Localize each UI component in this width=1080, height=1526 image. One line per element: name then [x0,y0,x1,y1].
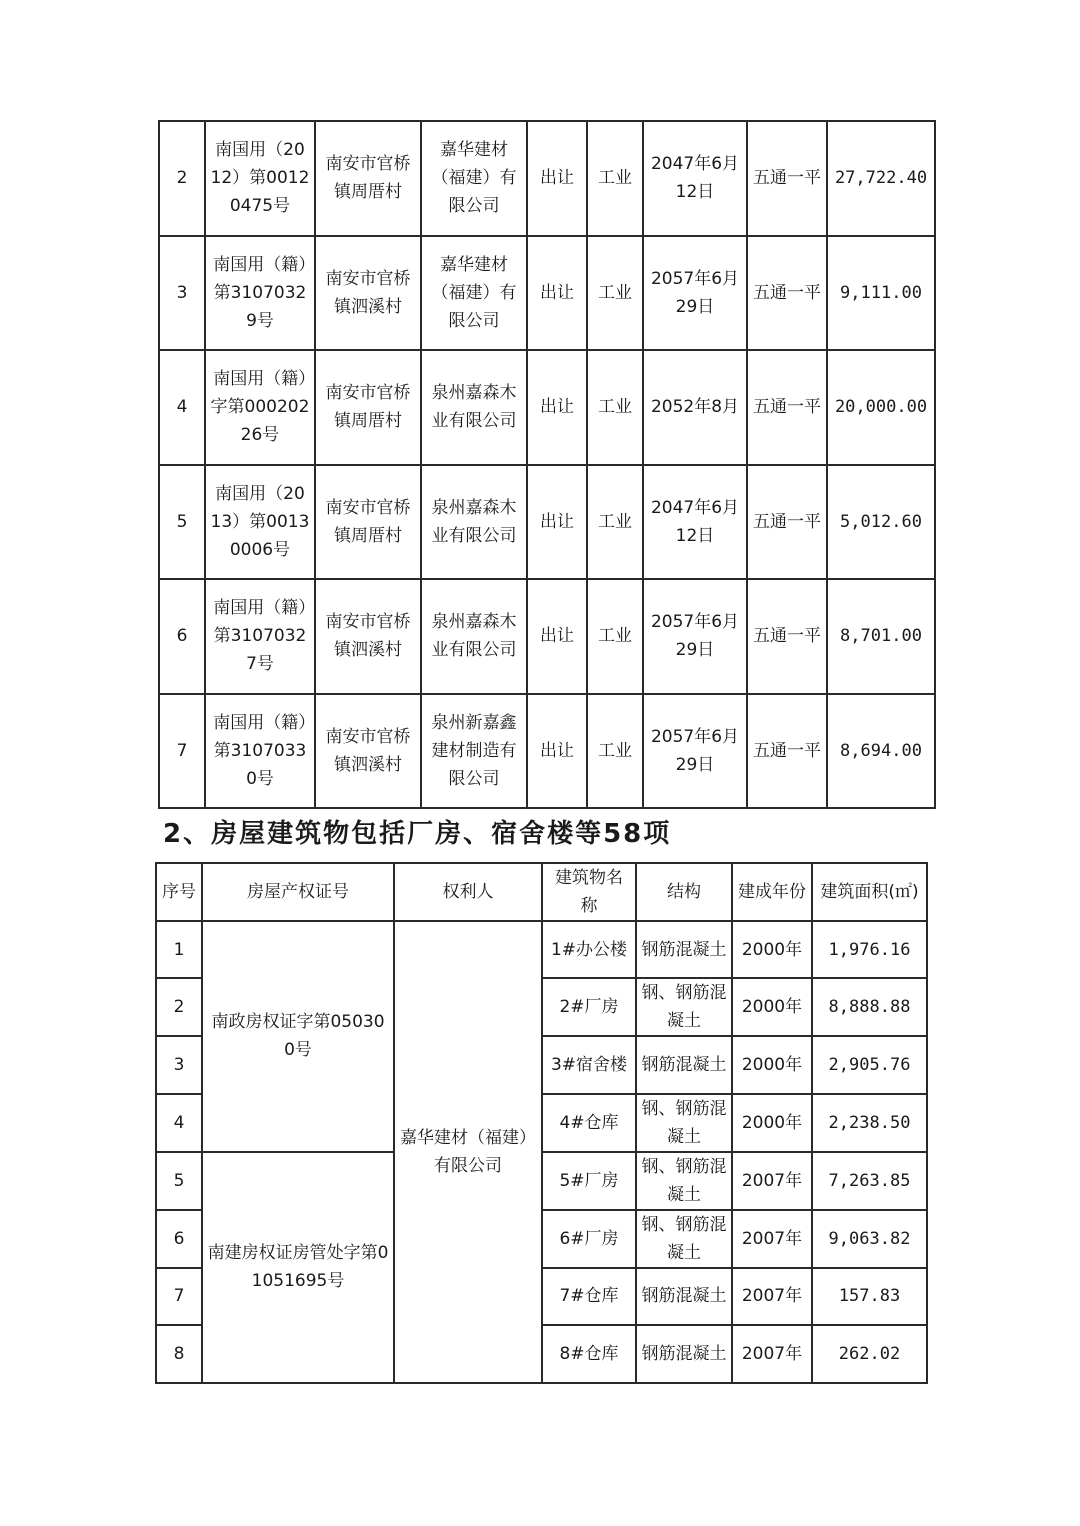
building-row [156,1152,927,1210]
building-cell-structure: 钢筋混凝土 [636,1036,732,1093]
building-cell-area: 262.02 [812,1325,927,1382]
building-cell-structure: 钢、钢筋混凝土 [636,1152,732,1210]
land-cell-cert: 南国用（籍）字第00020226号 [205,350,315,465]
land-cell-cert: 南国用（籍）第31070330号 [205,694,315,809]
building-cell-name: 6#厂房 [542,1210,636,1268]
land-cell-location: 南安市官桥镇泗溪村 [315,694,421,809]
land-cell-no: 7 [159,694,205,809]
land-cell-use: 工业 [587,121,643,236]
land-cell-area: 8,701.00 [827,579,935,694]
building-cell-year: 2007年 [732,1210,812,1268]
land-row [159,236,935,351]
header-structure: 结构 [636,863,732,921]
land-cell-location: 南安市官桥镇周厝村 [315,465,421,580]
building-cell-no: 1 [156,921,202,978]
building-cell-year: 2000年 [732,921,812,978]
land-cell-use: 工业 [587,465,643,580]
header-cert: 房屋产权证号 [202,863,394,921]
land-cell-use: 工业 [587,350,643,465]
land-row [159,694,935,809]
building-cell-year: 2000年 [732,1094,812,1152]
building-cell-area: 2,238.50 [812,1094,927,1152]
land-cell-expiry: 2052年8月 [643,350,747,465]
buildings-table [155,862,928,1384]
building-cell-name: 4#仓库 [542,1094,636,1152]
header-no: 序号 [156,863,202,921]
land-cell-location: 南安市官桥镇泗溪村 [315,579,421,694]
building-cell-area: 157.83 [812,1268,927,1325]
building-row [156,921,927,978]
land-cell-no: 4 [159,350,205,465]
land-cell-cert: 南国用（籍）第31070329号 [205,236,315,351]
building-cell-no: 3 [156,1036,202,1093]
building-cell-structure: 钢筋混凝土 [636,1325,732,1382]
land-cell-no: 2 [159,121,205,236]
land-row [159,465,935,580]
land-cell-cert: 南国用（2013）第00130006号 [205,465,315,580]
building-cell-area: 1,976.16 [812,921,927,978]
building-cell-name: 7#仓库 [542,1268,636,1325]
land-cell-no: 3 [159,236,205,351]
land-cell-grade: 五通一平 [747,236,827,351]
land-cell-acquire: 出让 [527,579,587,694]
building-cell-area: 9,063.82 [812,1210,927,1268]
land-cell-grade: 五通一平 [747,350,827,465]
land-cell-no: 6 [159,579,205,694]
buildings-table-body [156,863,927,1383]
land-cell-acquire: 出让 [527,465,587,580]
building-cell-no: 8 [156,1325,202,1382]
building-cert-group-1: 南政房权证字第050300号 [202,921,394,1152]
header-year: 建成年份 [732,863,812,921]
building-cell-year: 2000年 [732,978,812,1036]
building-cell-structure: 钢、钢筋混凝土 [636,978,732,1036]
land-cell-expiry: 2057年6月29日 [643,694,747,809]
building-cell-name: 1#办公楼 [542,921,636,978]
land-row [159,121,935,236]
land-cell-area: 9,111.00 [827,236,935,351]
land-cell-owner: 泉州新嘉鑫建材制造有限公司 [421,694,527,809]
building-cell-no: 6 [156,1210,202,1268]
land-cell-grade: 五通一平 [747,579,827,694]
land-cell-location: 南安市官桥镇泗溪村 [315,236,421,351]
land-cell-owner: 泉州嘉森木业有限公司 [421,350,527,465]
land-cell-acquire: 出让 [527,694,587,809]
land-cell-owner: 泉州嘉森木业有限公司 [421,579,527,694]
land-row [159,350,935,465]
land-cell-area: 20,000.00 [827,350,935,465]
building-cell-year: 2007年 [732,1152,812,1210]
building-cell-year: 2000年 [732,1036,812,1093]
land-cell-expiry: 2047年6月12日 [643,465,747,580]
buildings-header-row [156,863,927,921]
land-cell-use: 工业 [587,236,643,351]
building-cell-area: 7,263.85 [812,1152,927,1210]
land-cell-acquire: 出让 [527,350,587,465]
building-cell-area: 2,905.76 [812,1036,927,1093]
header-owner: 权利人 [394,863,542,921]
building-cell-area: 8,888.88 [812,978,927,1036]
building-cell-year: 2007年 [732,1325,812,1382]
land-table-body [159,121,935,808]
land-cell-cert: 南国用（2012）第00120475号 [205,121,315,236]
land-cell-cert: 南国用（籍）第31070327号 [205,579,315,694]
land-cell-no: 5 [159,465,205,580]
land-cell-grade: 五通一平 [747,121,827,236]
land-cell-expiry: 2057年6月29日 [643,579,747,694]
land-use-rights-table [158,120,936,809]
building-cell-structure: 钢筋混凝土 [636,921,732,978]
building-cell-name: 5#厂房 [542,1152,636,1210]
building-cell-no: 2 [156,978,202,1036]
land-cell-area: 5,012.60 [827,465,935,580]
land-cell-owner: 泉州嘉森木业有限公司 [421,465,527,580]
building-cell-name: 3#宿舍楼 [542,1036,636,1093]
header-area: 建筑面积(㎡) [812,863,927,921]
land-cell-expiry: 2057年6月29日 [643,236,747,351]
land-cell-use: 工业 [587,579,643,694]
building-cell-structure: 钢、钢筋混凝土 [636,1094,732,1152]
building-cell-no: 4 [156,1094,202,1152]
land-cell-area: 27,722.40 [827,121,935,236]
land-cell-use: 工业 [587,694,643,809]
building-cell-structure: 钢筋混凝土 [636,1268,732,1325]
building-owner: 嘉华建材（福建）有限公司 [394,921,542,1383]
land-cell-location: 南安市官桥镇周厝村 [315,121,421,236]
building-cell-year: 2007年 [732,1268,812,1325]
building-cell-no: 7 [156,1268,202,1325]
building-cell-structure: 钢、钢筋混凝土 [636,1210,732,1268]
land-cell-area: 8,694.00 [827,694,935,809]
building-cell-name: 8#仓库 [542,1325,636,1382]
building-cell-no: 5 [156,1152,202,1210]
section-heading: 2、房屋建筑物包括厂房、宿舍楼等58项 [163,819,672,849]
land-cell-acquire: 出让 [527,121,587,236]
building-cell-name: 2#厂房 [542,978,636,1036]
land-cell-expiry: 2047年6月12日 [643,121,747,236]
land-cell-grade: 五通一平 [747,465,827,580]
land-cell-owner: 嘉华建材（福建）有限公司 [421,121,527,236]
land-row [159,579,935,694]
land-cell-grade: 五通一平 [747,694,827,809]
land-cell-acquire: 出让 [527,236,587,351]
building-cert-group-2: 南建房权证房管处字第01051695号 [202,1152,394,1383]
land-cell-location: 南安市官桥镇周厝村 [315,350,421,465]
header-building-name: 建筑物名称 [542,863,636,921]
land-cell-owner: 嘉华建材（福建）有限公司 [421,236,527,351]
